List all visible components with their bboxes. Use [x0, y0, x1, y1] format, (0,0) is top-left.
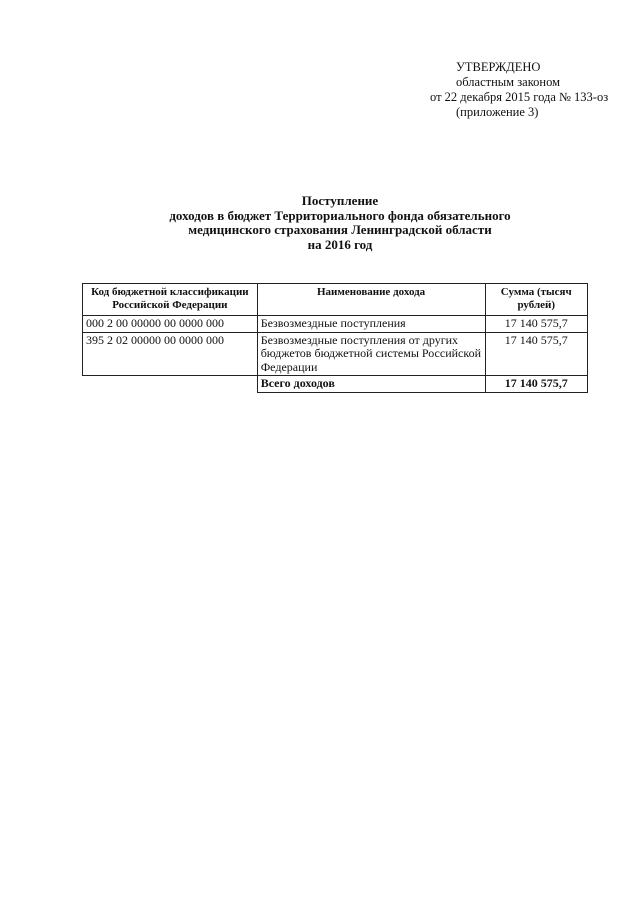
- table-row: [83, 332, 588, 376]
- total-empty-cell: [83, 376, 258, 393]
- total-label: Всего доходов: [257, 376, 485, 393]
- total-sum: 17 140 575,7: [485, 376, 588, 393]
- row-name: Безвозмездные поступления: [257, 316, 485, 333]
- title-line-3: медицинского страхования Ленинградской области: [188, 222, 492, 237]
- row-sum: 17 140 575,7: [485, 316, 588, 333]
- table-header-row: [83, 284, 588, 316]
- header-name: Наименование дохода: [257, 284, 485, 316]
- row-name: Безвозмездные поступления от других бюджетов бюджетной системы Российской Федерации: [257, 332, 485, 376]
- header-code: Код бюджетной классификации Российской Федерации: [83, 284, 258, 316]
- approval-date: от 22 декабря 2015 года № 133-оз: [430, 90, 609, 104]
- table-row: [83, 316, 588, 333]
- approval-stamp: [430, 60, 608, 120]
- title-line-1: Поступление: [301, 193, 379, 208]
- row-code: 000 2 00 00000 00 0000 000: [83, 316, 258, 333]
- approval-authority: областным законом: [456, 75, 561, 89]
- approval-appendix: (приложение 3): [456, 105, 539, 119]
- title-line-2: доходов в бюджет Территориального фонда обязательного: [169, 207, 511, 223]
- row-code: 395 2 02 00000 00 0000 000: [83, 332, 258, 376]
- total-row: [83, 376, 588, 393]
- title-line-4: на 2016 год: [307, 236, 373, 252]
- document-title: [80, 194, 600, 252]
- row-sum: 17 140 575,7: [485, 332, 588, 376]
- revenue-table: [82, 283, 588, 393]
- approval-heading: УТВЕРЖДЕНО: [456, 60, 541, 74]
- header-sum: Сумма (тысяч рублей): [485, 284, 588, 316]
